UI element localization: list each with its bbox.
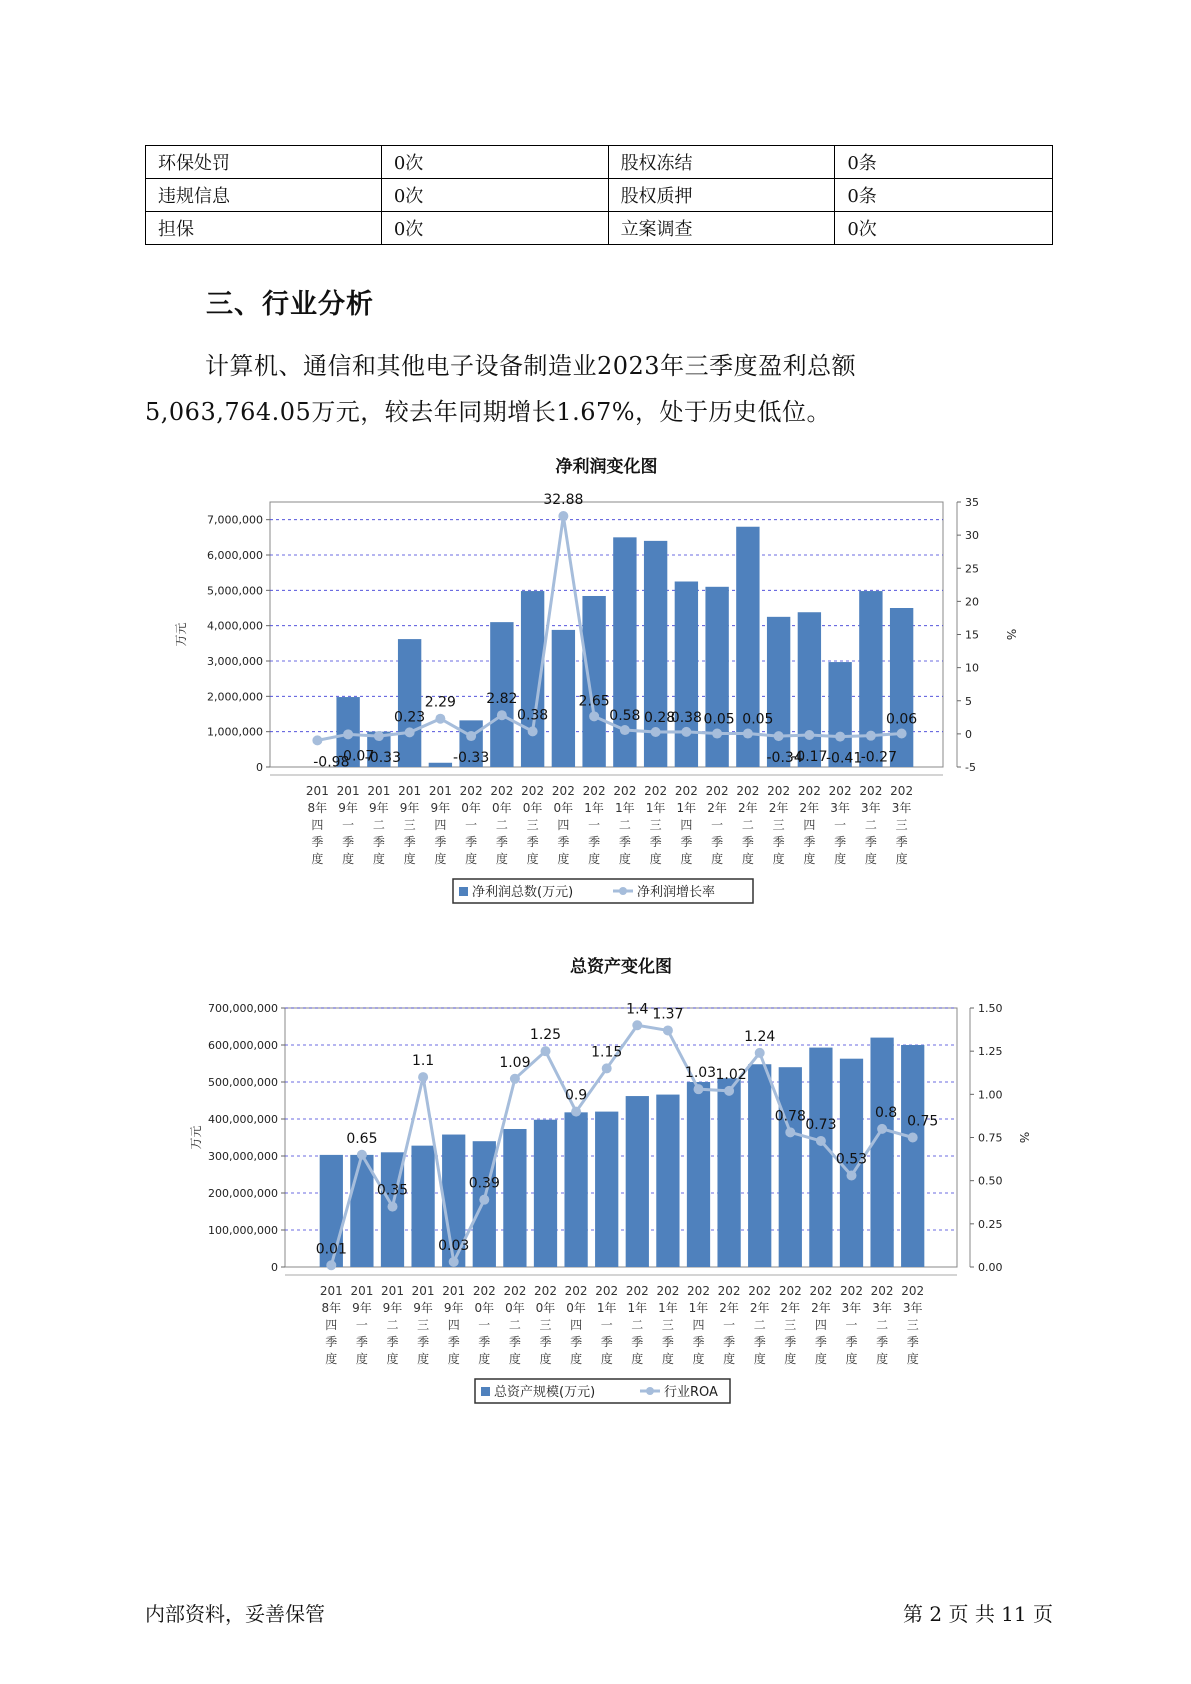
- x-tick-label: 202 2年三季度: [778, 1284, 802, 1366]
- x-tick-label: 201 9年二季度: [381, 1284, 404, 1366]
- data-label: 0.9: [564, 1087, 588, 1104]
- y-tick-label: 1,000,000: [207, 725, 263, 739]
- line-point: [785, 1127, 795, 1137]
- line-point: [312, 735, 322, 745]
- x-tick-label: 202 0年二季度: [490, 784, 514, 866]
- data-label: 0.05: [703, 711, 735, 728]
- y2-tick-label: 0.75: [978, 1131, 1003, 1145]
- x-tick-label: 201 9年三季度: [411, 1284, 435, 1366]
- x-tick-label: 202 0年四季度: [564, 1284, 588, 1366]
- data-label: -0.07: [338, 748, 375, 765]
- bar: [687, 1082, 710, 1267]
- y-tick-label: 200,000,000: [208, 1187, 278, 1200]
- data-label: 0.39: [468, 1175, 500, 1192]
- line-point: [558, 511, 568, 521]
- x-tick-label: 201 9年二季度: [367, 784, 391, 866]
- data-label: 0.53: [835, 1151, 868, 1168]
- line-point: [724, 1086, 734, 1096]
- line-point: [343, 729, 353, 739]
- data-label: 0.03: [438, 1237, 470, 1254]
- bar: [656, 1095, 679, 1267]
- table-value-cell: 0次: [381, 179, 608, 212]
- y-tick-label: 700,000,000: [208, 1002, 278, 1015]
- y2-tick-label: 25: [965, 562, 979, 576]
- data-label: -0.34: [766, 750, 803, 767]
- bar: [798, 612, 821, 767]
- line-point: [541, 1046, 551, 1056]
- bar: [398, 639, 421, 767]
- table-row: [146, 179, 1053, 212]
- legend-line-marker: [619, 887, 627, 895]
- line-point: [388, 1202, 398, 1212]
- table-value-cell: 0次: [381, 212, 608, 245]
- x-tick-label: 201 9年一季度: [350, 1284, 374, 1366]
- x-tick-label: 202 1年一季度: [582, 784, 606, 866]
- x-tick-label: 202 1年四季度: [687, 1284, 710, 1366]
- x-tick-label: 201 9年四季度: [428, 784, 452, 866]
- y2-tick-label: 0: [965, 727, 972, 741]
- y-tick-label: 7,000,000: [207, 513, 263, 527]
- table-label-cell: 担保: [146, 212, 382, 245]
- data-label: -0.98: [313, 754, 350, 771]
- y-tick-label: 2,000,000: [207, 690, 263, 704]
- data-label: 0.38: [517, 707, 549, 724]
- line-point: [510, 1074, 520, 1084]
- x-tick-label: 202 3年三季度: [901, 1284, 925, 1366]
- line-point: [449, 1257, 459, 1267]
- data-label: 0.23: [394, 709, 426, 726]
- data-label: 1.03: [684, 1065, 717, 1082]
- y-tick-label: 3,000,000: [207, 655, 263, 668]
- line-point: [571, 1107, 581, 1117]
- line-point: [835, 732, 845, 742]
- data-label: 2.65: [578, 693, 610, 710]
- total-assets-chart: [0, 955, 1191, 1425]
- table-value-cell: 0条: [835, 179, 1053, 212]
- legend-bar-swatch: [481, 1387, 490, 1396]
- x-tick-label: 201 9年一季度: [336, 784, 360, 866]
- y2-axis-title: %: [1017, 1131, 1031, 1144]
- chart-title: 总资产变化图: [570, 957, 672, 977]
- line-point: [847, 1170, 857, 1180]
- bar: [350, 1155, 373, 1267]
- line-point: [326, 1260, 336, 1270]
- bar: [748, 1064, 771, 1267]
- y-tick-label: 5,000,000: [207, 584, 263, 598]
- net-profit-chart: [0, 455, 1191, 925]
- table-value-cell: 0次: [381, 146, 608, 179]
- data-label: -0.41: [826, 750, 863, 767]
- section-heading: 三、行业分析: [206, 289, 374, 320]
- bar: [503, 1129, 526, 1267]
- x-tick-label: 202 2年一季度: [705, 784, 729, 866]
- x-tick-label: 202 2年二季度: [748, 1284, 772, 1366]
- table-label-cell: 环保处罚: [146, 146, 382, 179]
- y2-axis-title: %: [1004, 628, 1018, 641]
- x-tick-label: 202 3年一季度: [828, 784, 852, 866]
- y2-tick-label: 1.25: [978, 1045, 1003, 1059]
- chart-title: 净利润变化图: [555, 457, 658, 477]
- line-point: [877, 1124, 887, 1134]
- x-tick-label: 202 2年三季度: [767, 784, 791, 866]
- legend-bar-label: 总资产规模(万元): [494, 1385, 596, 1400]
- footer-confidential: 内部资料，妥善保管: [145, 1602, 325, 1626]
- data-label: 0.8: [874, 1104, 898, 1121]
- y-tick-label: 4,000,000: [207, 619, 263, 633]
- table-row: [146, 212, 1053, 245]
- line-point: [755, 1048, 765, 1058]
- x-tick-label: 201 9年三季度: [398, 784, 422, 866]
- bar: [705, 587, 728, 767]
- y-tick-label: 600,000,000: [208, 1039, 278, 1052]
- line-point: [816, 1136, 826, 1146]
- x-tick-label: 202 2年一季度: [717, 1284, 741, 1366]
- x-tick-label: 201 8年四季度: [319, 1284, 343, 1366]
- x-tick-label: 202 2年四季度: [809, 1284, 833, 1366]
- bar: [717, 1078, 740, 1267]
- line-point: [866, 731, 876, 741]
- data-label: 1.25: [529, 1027, 562, 1044]
- data-label: -0.17: [791, 749, 828, 766]
- line-point: [374, 731, 384, 741]
- y2-tick-label: 30: [965, 529, 979, 543]
- data-label: -0.33: [453, 750, 490, 767]
- data-label: 1.1: [411, 1053, 435, 1070]
- legend-line-label: 净利润增长率: [637, 885, 716, 900]
- line-point: [405, 727, 415, 737]
- bar: [411, 1146, 434, 1267]
- x-tick-label: 202 0年一季度: [472, 1284, 496, 1366]
- data-label: 0.75: [907, 1113, 939, 1130]
- legend-bar-swatch: [459, 887, 468, 896]
- bar: [901, 1045, 924, 1267]
- y2-tick-label: 0.50: [978, 1174, 1003, 1188]
- y2-tick-label: 5: [965, 694, 972, 708]
- bar: [595, 1112, 618, 1267]
- footer-page-number: 第 2 页 共 11 页: [903, 1602, 1053, 1626]
- line-point: [712, 729, 722, 739]
- line-point: [479, 1195, 489, 1205]
- bar: [429, 763, 452, 767]
- line-point: [743, 729, 753, 739]
- y-tick-label: 400,000,000: [208, 1113, 278, 1126]
- y2-tick-label: 0.00: [978, 1261, 1003, 1274]
- line-point: [435, 714, 445, 724]
- y-tick-label: 0: [256, 761, 263, 774]
- line-point: [357, 1150, 367, 1160]
- bar: [552, 630, 575, 767]
- data-label: 1.24: [744, 1028, 776, 1045]
- table-row: [146, 146, 1053, 179]
- x-tick-label: 202 3年二季度: [859, 784, 883, 866]
- table-value-cell: 0条: [835, 146, 1053, 179]
- data-label: 0.05: [742, 711, 774, 728]
- data-label: 2.29: [424, 694, 456, 711]
- line-point: [418, 1072, 428, 1082]
- line-point: [897, 728, 907, 738]
- table-label-cell: 股权冻结: [608, 146, 835, 179]
- line-point: [528, 726, 538, 736]
- y2-tick-label: -5: [965, 761, 976, 774]
- line-point: [620, 725, 630, 735]
- x-tick-label: 202 2年四季度: [797, 784, 821, 866]
- legend-line-label: 行业ROA: [664, 1385, 718, 1400]
- x-tick-label: 202 1年二季度: [625, 1284, 649, 1366]
- y-tick-label: 300,000,000: [208, 1150, 278, 1163]
- line-point: [602, 1063, 612, 1073]
- y2-tick-label: 1.50: [978, 1002, 1003, 1015]
- data-label: 0.78: [774, 1108, 806, 1125]
- data-label: 0.65: [346, 1130, 378, 1147]
- bar: [767, 617, 790, 767]
- data-label: -0.27: [860, 749, 897, 766]
- line-point: [589, 711, 599, 721]
- legend-line-marker: [646, 1387, 654, 1395]
- x-tick-label: 202 0年四季度: [551, 784, 575, 866]
- line-point: [774, 731, 784, 741]
- y-tick-label: 100,000,000: [208, 1224, 278, 1237]
- x-tick-label: 201 8年四季度: [305, 784, 329, 866]
- table-value-cell: 0次: [835, 212, 1053, 245]
- line-point: [908, 1133, 918, 1143]
- data-label: 0.73: [805, 1116, 837, 1133]
- table-label-cell: 股权质押: [608, 179, 835, 212]
- line-point: [663, 1025, 673, 1035]
- bar: [809, 1048, 832, 1267]
- x-tick-label: 202 0年三季度: [521, 784, 545, 866]
- x-tick-label: 202 0年三季度: [534, 1284, 557, 1366]
- bar: [564, 1112, 587, 1267]
- bar: [675, 582, 698, 768]
- data-label: 0.01: [315, 1241, 347, 1258]
- line-point: [804, 730, 814, 740]
- x-tick-label: 202 1年二季度: [613, 784, 637, 866]
- risk-info-table: [145, 145, 1053, 245]
- x-tick-label: 202 0年二季度: [503, 1284, 527, 1366]
- line-point: [651, 727, 661, 737]
- data-label: 0.35: [376, 1182, 409, 1199]
- y2-tick-label: 1.00: [978, 1088, 1003, 1102]
- y2-tick-label: 10: [965, 661, 979, 675]
- data-label: 1.15: [591, 1044, 623, 1061]
- risk-table-body: [146, 146, 1053, 245]
- x-tick-label: 202 3年一季度: [840, 1284, 863, 1366]
- x-tick-label: 202 1年三季度: [644, 784, 668, 866]
- x-tick-label: 202 3年二季度: [870, 1284, 894, 1366]
- bar: [626, 1096, 649, 1267]
- line-point: [632, 1020, 642, 1030]
- x-tick-label: 202 1年四季度: [674, 784, 698, 866]
- table-label-cell: 违规信息: [146, 179, 382, 212]
- data-label: 0.58: [609, 708, 641, 725]
- x-tick-label: 202 3年三季度: [890, 784, 914, 866]
- line-point: [466, 731, 476, 741]
- y-tick-label: 500,000,000: [208, 1076, 278, 1089]
- data-label: 2.82: [486, 691, 518, 708]
- y-tick-label: 6,000,000: [207, 549, 263, 562]
- legend-bar-label: 净利润总数(万元): [472, 885, 574, 900]
- bar: [534, 1120, 557, 1267]
- y2-tick-label: 35: [965, 496, 979, 509]
- data-label: 0.28: [644, 710, 676, 727]
- data-label: -0.33: [364, 750, 401, 767]
- data-label: 1.4: [626, 1001, 649, 1018]
- bar: [890, 608, 913, 767]
- data-label: 1.37: [652, 1006, 684, 1023]
- table-label-cell: 立案调查: [608, 212, 835, 245]
- x-tick-label: 201 9年四季度: [442, 1284, 466, 1366]
- y2-tick-label: 0.25: [978, 1217, 1003, 1231]
- line-point: [681, 727, 691, 737]
- x-tick-label: 202 0年一季度: [459, 784, 483, 866]
- bar: [779, 1067, 802, 1267]
- x-tick-label: 202 2年二季度: [736, 784, 760, 866]
- line-point: [497, 710, 507, 720]
- x-tick-label: 202 1年一季度: [595, 1284, 619, 1366]
- data-label: 32.88: [543, 492, 584, 509]
- y-axis-title: 万元: [189, 1125, 203, 1150]
- y-axis-title: 万元: [174, 622, 188, 647]
- x-tick-label: 202 1年三季度: [656, 1284, 680, 1366]
- bar: [582, 596, 605, 767]
- data-label: 1.02: [715, 1066, 747, 1083]
- y-tick-label: 0: [271, 1261, 278, 1274]
- data-label: 1.09: [499, 1054, 531, 1071]
- y2-tick-label: 20: [965, 595, 979, 609]
- section-paragraph: 计算机、通信和其他电子设备制造业2023年三季度盈利总额5,063,764.05万元，较去年同期增长1.67%，处于历史低位。: [145, 352, 857, 426]
- data-label: 0.06: [886, 711, 918, 728]
- y2-tick-label: 15: [965, 628, 979, 642]
- bar: [870, 1038, 893, 1267]
- data-label: 0.38: [670, 709, 702, 726]
- line-point: [694, 1084, 704, 1094]
